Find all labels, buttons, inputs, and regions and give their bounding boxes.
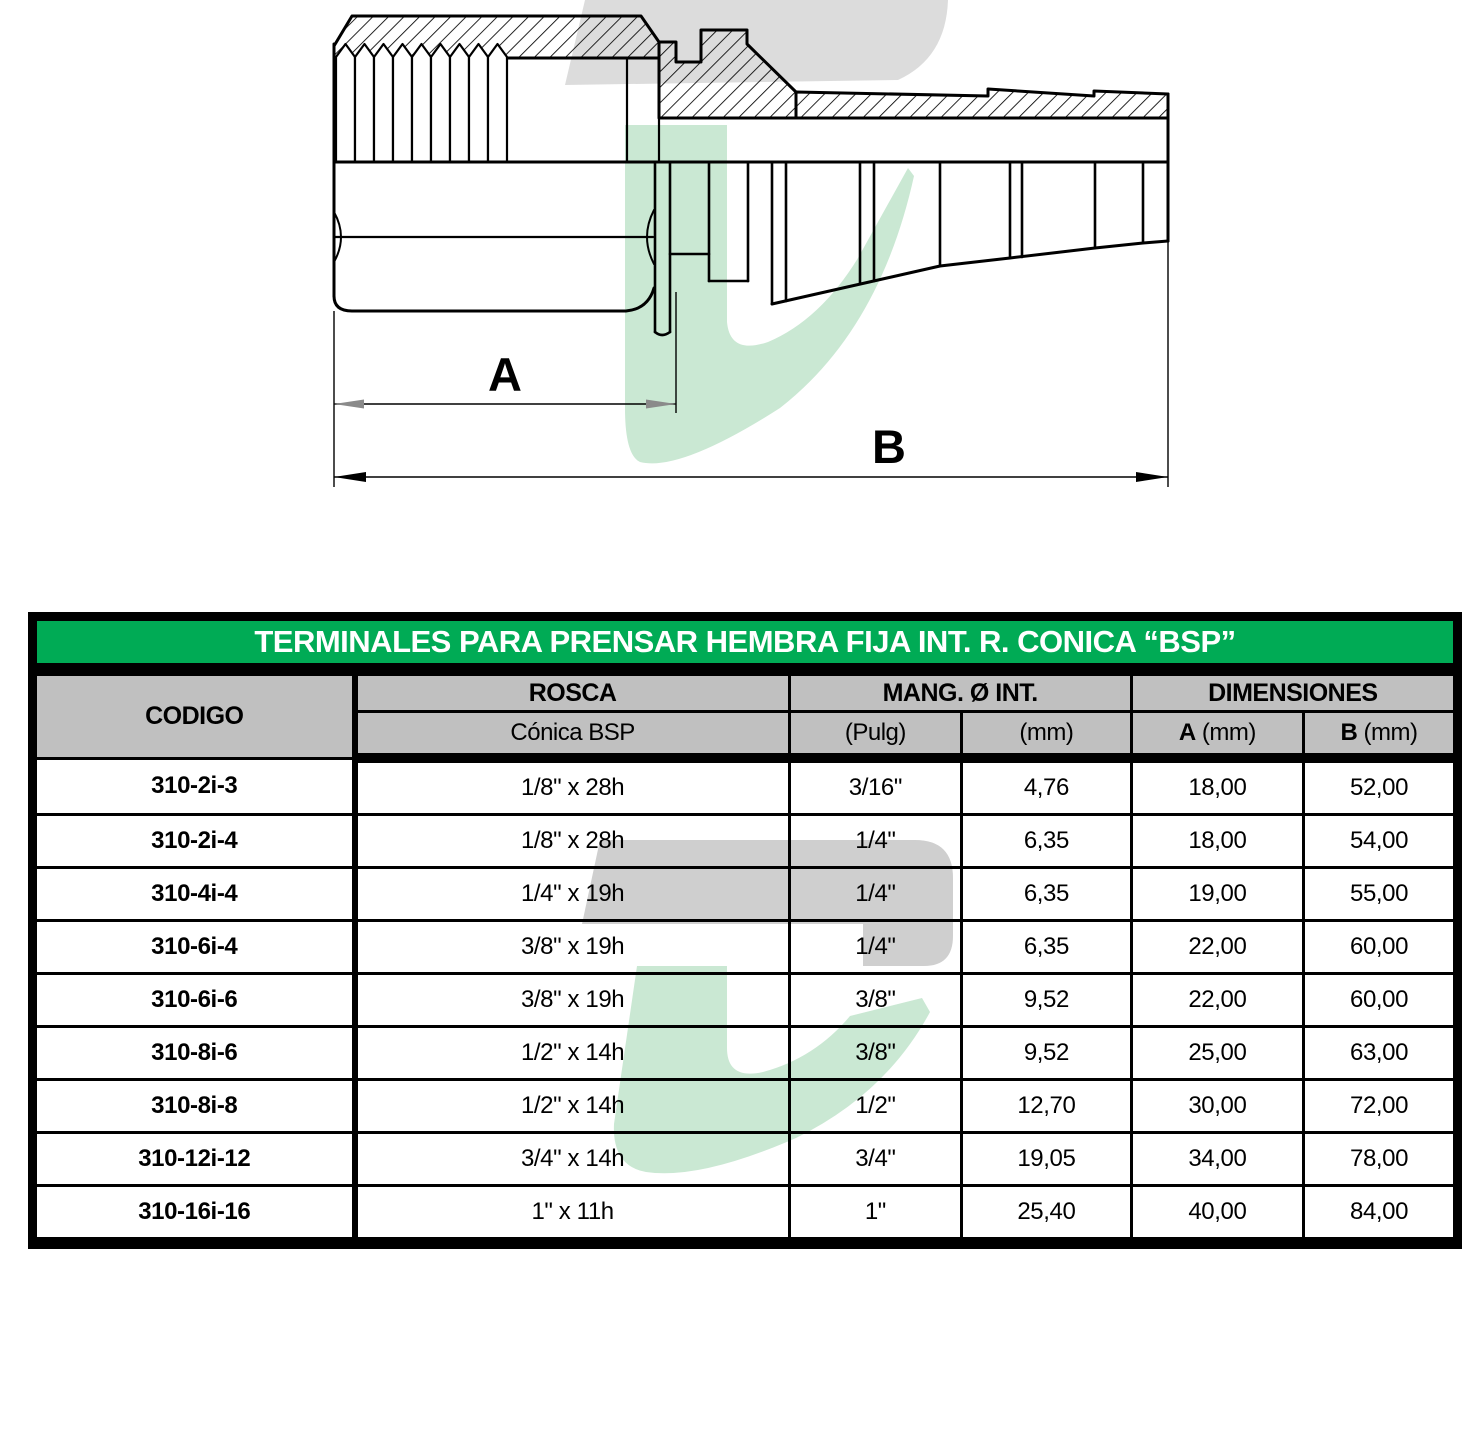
- table-cell: 18,00: [1131, 758, 1303, 815]
- table-row: [33, 868, 1458, 921]
- table-cell: 3/8": [789, 974, 961, 1027]
- table-row: [33, 815, 1458, 868]
- cell-codigo: 310-6i-6: [33, 974, 355, 1027]
- subheader-conica-bsp: Cónica BSP: [355, 712, 790, 759]
- cell-codigo: 310-16i-16: [33, 1186, 355, 1244]
- subheader-a-unit: (mm): [1195, 719, 1256, 746]
- table-cell: 54,00: [1304, 815, 1458, 868]
- table-cell: 25,40: [962, 1186, 1132, 1244]
- table-cell: 25,00: [1131, 1027, 1303, 1080]
- table-cell: 52,00: [1304, 758, 1458, 815]
- barb-serrations: [772, 163, 1168, 304]
- table-cell: 72,00: [1304, 1080, 1458, 1133]
- cell-codigo: 310-8i-8: [33, 1080, 355, 1133]
- table-cell: 1/4": [789, 868, 961, 921]
- cell-codigo: 310-8i-6: [33, 1027, 355, 1080]
- table-row: [33, 1080, 1458, 1133]
- nut-bottom-edge: [334, 288, 654, 311]
- table-cell: 30,00: [1131, 1080, 1303, 1133]
- table-title: TERMINALES PARA PRENSAR HEMBRA FIJA INT. R. CONICA “BSP”: [33, 617, 1458, 670]
- table-header-row-groups: [33, 670, 1458, 712]
- table-cell: 3/16": [789, 758, 961, 815]
- cell-codigo: 310-12i-12: [33, 1133, 355, 1186]
- dim-label-b: B: [872, 420, 906, 473]
- col-header-dimensiones: DIMENSIONES: [1131, 670, 1457, 712]
- dim-b-arrow-right: [1136, 472, 1168, 482]
- table-cell: 84,00: [1304, 1186, 1458, 1244]
- table-cell: 1/2" x 14h: [355, 1027, 790, 1080]
- table-cell: 60,00: [1304, 921, 1458, 974]
- table-cell: 4,76: [962, 758, 1132, 815]
- table-cell: 1/4": [789, 815, 961, 868]
- dim-a-arrow-left: [334, 400, 364, 409]
- table-cell: 3/8": [789, 1027, 961, 1080]
- table-cell: 18,00: [1131, 815, 1303, 868]
- table-cell: 55,00: [1304, 868, 1458, 921]
- table-cell: 12,70: [962, 1080, 1132, 1133]
- col-header-rosca: ROSCA: [355, 670, 790, 712]
- counterbore-line: [507, 58, 627, 162]
- table-cell: 60,00: [1304, 974, 1458, 1027]
- table-cell: 1/4": [789, 921, 961, 974]
- thread-teeth: [336, 44, 507, 162]
- table-cell: 1/4" x 19h: [355, 868, 790, 921]
- col-header-mang-diam-int: MANG. Ø INT.: [789, 670, 1131, 712]
- table-cell: 1/2": [789, 1080, 961, 1133]
- cell-codigo: 310-2i-3: [33, 758, 355, 815]
- cell-codigo: 310-4i-4: [33, 868, 355, 921]
- table-cell: 34,00: [1131, 1133, 1303, 1186]
- table-cell: 6,35: [962, 868, 1132, 921]
- table-cell: 63,00: [1304, 1027, 1458, 1080]
- table-cell: 1/8" x 28h: [355, 758, 790, 815]
- table-cell: 22,00: [1131, 974, 1303, 1027]
- subheader-b-letter: B: [1340, 719, 1358, 746]
- table-cell: 1/2" x 14h: [355, 1080, 790, 1133]
- neck-washer: [655, 163, 748, 335]
- subheader-a-letter: A: [1178, 719, 1196, 746]
- cell-codigo: 310-2i-4: [33, 815, 355, 868]
- table-cell: 3/8" x 19h: [355, 974, 790, 1027]
- cell-codigo: 310-6i-4: [33, 921, 355, 974]
- col-header-codigo: CODIGO: [33, 670, 355, 759]
- dim-b-arrow-left: [334, 472, 366, 482]
- table-cell: 3/4" x 14h: [355, 1133, 790, 1186]
- table-row: [33, 921, 1458, 974]
- table-cell: 78,00: [1304, 1133, 1458, 1186]
- table-cell: 1" x 11h: [355, 1186, 790, 1244]
- table-row: [33, 1027, 1458, 1080]
- table-row: [33, 1133, 1458, 1186]
- table-title-row: [33, 617, 1458, 670]
- spec-table: [28, 612, 1462, 1249]
- collar-section-hatch: [659, 30, 796, 118]
- table-cell: 19,05: [962, 1133, 1132, 1186]
- table-cell: 40,00: [1131, 1186, 1303, 1244]
- table-cell: 6,35: [962, 921, 1132, 974]
- barb-wall-hatch: [796, 89, 1168, 118]
- dimension-annotations: [334, 241, 1168, 487]
- table-row: [33, 758, 1458, 815]
- subheader-pulg: (Pulg): [789, 712, 961, 759]
- fitting-cross-section: [334, 16, 1168, 335]
- table-cell: 1/8" x 28h: [355, 815, 790, 868]
- table-cell: 9,52: [962, 1027, 1132, 1080]
- table-cell: 19,00: [1131, 868, 1303, 921]
- table-body: [33, 758, 1458, 1243]
- table-cell: 9,52: [962, 974, 1132, 1027]
- spec-table-container: [28, 612, 1462, 1249]
- table-row: [33, 1186, 1458, 1244]
- subheader-b-mm: [1304, 712, 1458, 759]
- table-cell: 22,00: [1131, 921, 1303, 974]
- dim-label-a: A: [488, 348, 522, 401]
- dim-a-arrow-right: [646, 400, 676, 409]
- subheader-a-mm: [1131, 712, 1303, 759]
- table-row: [33, 974, 1458, 1027]
- table-cell: 6,35: [962, 815, 1132, 868]
- subheader-mm: (mm): [962, 712, 1132, 759]
- subheader-b-unit: (mm): [1357, 719, 1418, 746]
- table-cell: 3/8" x 19h: [355, 921, 790, 974]
- table-cell: 3/4": [789, 1133, 961, 1186]
- table-cell: 1": [789, 1186, 961, 1244]
